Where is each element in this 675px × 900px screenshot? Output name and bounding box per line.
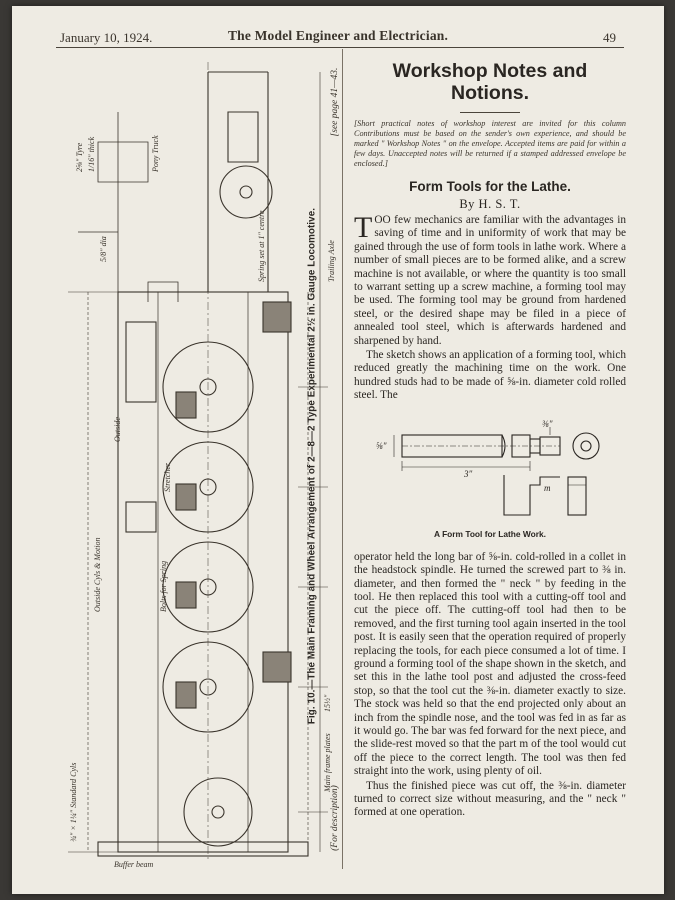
- frame-outline: [118, 292, 288, 852]
- drawing-label: 5/8" dia: [99, 236, 108, 262]
- sketch-dim-5-8: ⅝": [376, 440, 387, 451]
- article-title: Form Tools for the Lathe.: [409, 179, 571, 194]
- sketch-caption: A Form Tool for Lathe Work.: [434, 528, 546, 539]
- paragraph-2: The sketch shows an application of a forming tool, which reduced greatly the machining time on the work. One hundred studs had to be made of ⅝-in. diameter cold rolled steel. The: [354, 349, 626, 402]
- paragraph-3: operator held the long bar of ⅝-in. cold-rolled in a collet in the headstock spindle. He turned the screwed part to ⅜ in. diameter, and then formed the " neck " by feeding in the tool. He then replaced this tool with a cutting-off tool and cut the piece off. The cutting-off tool had then to be removed, and the first turning tool again inserted in the tool post. It is easily seen that the operation required of properly replacing the tools, for each piece consumed a lot of time. I ground a forming tool of the shape shown in the sketch, and set this in the lathe tool post and adjusted the cross-feed stop, so that the tool cut the ⅜-in. diameter exactly to size. The stock was held so that the end projected only about an inch from the spindle nose, and the tool was fed in as far as it would go. The bar was fed forward for the next piece, and the slide-rest moved so that the part m of the tool would cut off the piece to the correct length. The tool was then fed straight into the work, using plenty of oil.: [354, 550, 626, 778]
- drawing-label: ¾" × 1¼" Standard Cyls: [69, 762, 78, 842]
- sketch-svg: [354, 415, 626, 527]
- drawing-label: Main frame plates: [323, 733, 332, 792]
- description-reference: (For description): [330, 785, 340, 851]
- sketch-dim-3-8: ⅜": [542, 418, 553, 429]
- paragraph-4: Thus the finished piece was cut off, the ⅜-in. diameter turned to correct size without measuring, and the " neck " formed at one operation.: [354, 779, 626, 819]
- trailing-wheel: [184, 778, 252, 846]
- form-tool-sketch: [354, 415, 626, 527]
- issue-date: January 10, 1924.: [60, 30, 153, 45]
- drawing-label: Spring set at 1" centre: [257, 210, 266, 282]
- drawing-label: Outside: [113, 417, 122, 442]
- article-byline: By H. S. T.: [459, 197, 521, 211]
- drawing-label: Outside Cyls & Motion: [93, 537, 102, 612]
- drawing-label: Trailing Axle: [327, 240, 336, 282]
- see-page-reference: [see page 41—43.: [330, 67, 340, 137]
- drawing-label: 1/16" thick: [87, 136, 96, 172]
- magazine-title: The Model Engineer and Electrician.: [227, 28, 449, 43]
- drawing-label: Bolts for Spring: [159, 560, 168, 612]
- drawing-label: Stretcher: [163, 462, 172, 492]
- title-rule: [460, 112, 520, 113]
- contributions-notice: [Short practical notes of workshop interest are invited for this column Contributions must be based on the sender's own experience, and should be marked " Workshop Notes " on the envelope. Accepted items are paid for within a few days. Unaccepted notes will be returned if a stamped addressed envelope be enclosed.]: [354, 119, 626, 168]
- page-number: 49: [603, 30, 616, 45]
- sketch-dim-3: 3": [464, 468, 473, 479]
- sketch-label-m: m: [544, 482, 551, 493]
- locomotive-framing-drawing: [58, 52, 340, 872]
- drawing-label: 2⅝" Tyre: [75, 142, 84, 172]
- section-title: Workshop Notes and Notions.: [392, 60, 588, 104]
- page-header: [52, 26, 624, 48]
- drawing-svg: [58, 52, 340, 872]
- paragraph-1: TOO few mechanics are familiar with the advantages in saving of time and in uniformity of work that may be gained through the use of form tools in lathe work. Where a number of small pieces are to be formed alike, and a screw machine is not available, or where the quantity is too small to warrant setting up a screw machine, a forming tool may be used. The forming tool may be ground from hardened steel, or the desired shape may be filed in a piece of annealed tool steel, which is afterwards hardened and sharpened by hand.: [354, 211, 626, 347]
- magazine-page: [12, 6, 664, 894]
- drawing-label: 15½": [323, 694, 332, 712]
- drop-cap: T: [354, 211, 373, 244]
- drawing-label: Pony Truck: [151, 135, 160, 172]
- drawing-label: Buffer beam: [114, 860, 154, 869]
- figure-caption: Fig. 10.—The Main Framing and Wheel Arrangement of 2—8—2 Type Experimental 2½ in. Gauge Locomotive.: [306, 207, 318, 725]
- header-rule: [56, 47, 624, 48]
- text-column: [354, 56, 626, 820]
- column-divider: [342, 49, 343, 869]
